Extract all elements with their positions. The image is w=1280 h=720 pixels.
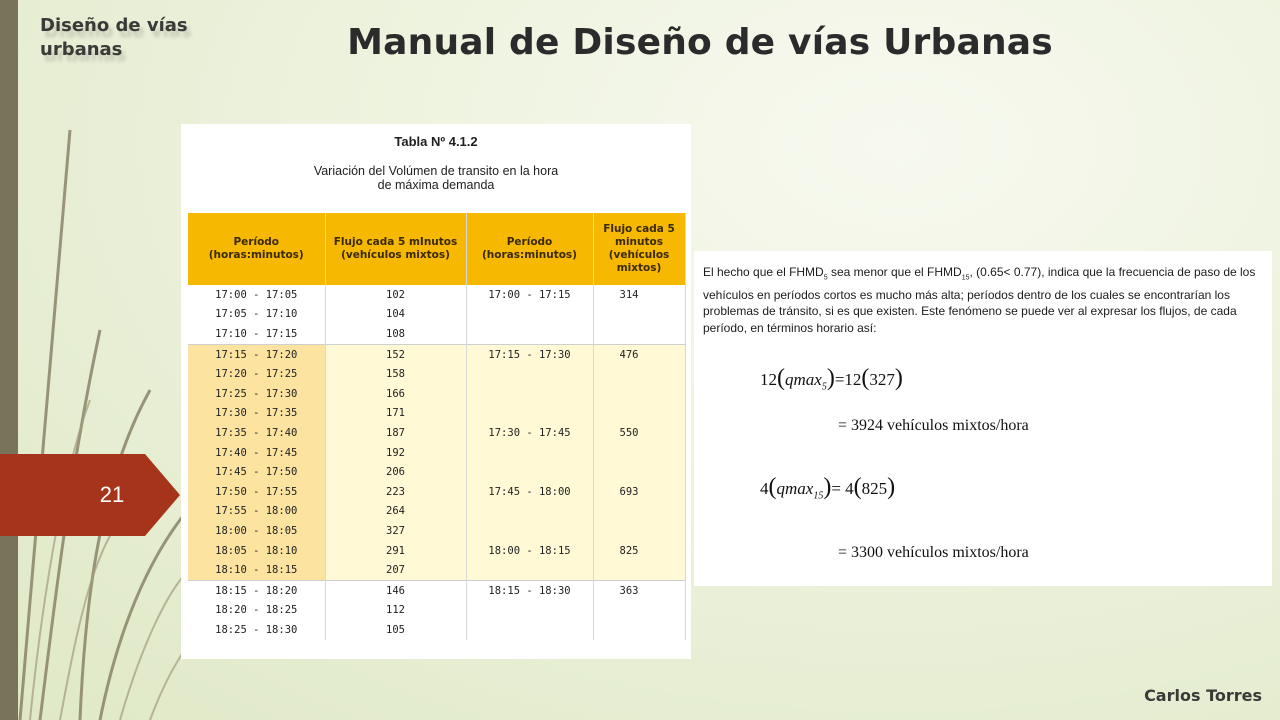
flow-5min-cell: 152 [325,344,466,364]
page-number: 21 [99,482,125,507]
table-subtitle [181,164,691,192]
flow-15min-cell [593,305,685,325]
table-row [188,305,685,325]
table-row [188,601,685,621]
table-row [188,404,685,424]
table-row [188,462,685,482]
table-row [188,384,685,404]
flow-5min-cell: 187 [325,423,466,443]
flow-15min-cell: 693 [593,482,685,502]
flow-5min-cell: 223 [325,482,466,502]
flow-15min-cell [593,620,685,640]
flow-5min-cell: 105 [325,620,466,640]
eq3-rhs: = 4 [831,479,854,498]
flow-15min-cell: 825 [593,541,685,561]
period-15min-cell [466,620,593,640]
period-5min-cell: 18:05 - 18:10 [188,541,325,561]
flow-5min-cell: 112 [325,601,466,621]
period-5min-cell: 17:30 - 17:35 [188,404,325,424]
table-title: Tabla Nº 4.1.2 [394,134,478,149]
period-5min-cell: 17:05 - 17:10 [188,305,325,325]
flow-15min-cell: 476 [593,344,685,364]
header-period-15min: Período (horas:minutos) [466,213,593,285]
period-15min-cell [466,305,593,325]
eq3-coef: 4 [760,479,769,498]
period-15min-cell [466,560,593,580]
table-header-row [188,213,685,285]
period-5min-cell: 18:10 - 18:15 [188,560,325,580]
flow-5min-cell: 146 [325,580,466,600]
period-5min-cell: 17:00 - 17:05 [188,285,325,305]
period-5min-cell: 17:15 - 17:20 [188,344,325,364]
table-row [188,344,685,364]
period-15min-cell: 18:00 - 18:15 [466,541,593,561]
flow-5min-cell: 291 [325,541,466,561]
eq1-variable: qmax [785,370,822,389]
flow-5min-cell: 206 [325,462,466,482]
flow-5min-cell: 108 [325,324,466,344]
flow-15min-cell [593,462,685,482]
period-15min-cell [466,502,593,522]
para-sub-2: 15 [961,274,970,282]
para-sub-1: 5 [823,274,828,282]
table-row [188,560,685,580]
period-15min-cell [466,324,593,344]
table-row [188,620,685,640]
flow-5min-cell: 158 [325,364,466,384]
volume-table-figure [181,124,691,659]
period-5min-cell: 18:00 - 18:05 [188,521,325,541]
para-part-2: sea menor que el FHMD [827,265,962,279]
flow-5min-cell: 166 [325,384,466,404]
table-row [188,285,685,305]
table-row [188,443,685,463]
period-15min-cell [466,364,593,384]
explanation-paragraph [703,264,1265,336]
period-15min-cell [466,404,593,424]
eq1-subscript: 5 [821,381,827,393]
flow-5min-cell: 264 [325,502,466,522]
eq1-value: 327 [869,370,895,389]
period-5min-cell: 17:35 - 17:40 [188,423,325,443]
flow-15min-cell [593,443,685,463]
equation-2: = 3924 vehículos mixtos/hora [838,417,1029,434]
table-subtitle-line-2: de máxima demanda [377,178,495,192]
flow-5min-cell: 104 [325,305,466,325]
period-5min-cell: 17:45 - 17:50 [188,462,325,482]
header-flow-5min: Flujo cada 5 mInutos (vehículos mixtos) [325,213,466,285]
eq3-variable: qmax [776,479,814,498]
flow-15min-cell [593,364,685,384]
flow-15min-cell [593,601,685,621]
section-title: Diseño de vías urbanas [40,15,188,60]
flow-5min-cell: 327 [325,521,466,541]
eq3-value: 825 [861,479,888,498]
flow-5min-cell: 207 [325,560,466,580]
volume-table [188,213,686,640]
period-5min-cell: 17:50 - 17:55 [188,482,325,502]
table-row [188,521,685,541]
flow-15min-cell [593,324,685,344]
flow-15min-cell [593,502,685,522]
header-flow-15min: Flujo cada 5 minutos (vehículos mixtos) [593,213,685,285]
flow-15min-cell [593,384,685,404]
table-row [188,364,685,384]
period-5min-cell: 17:25 - 17:30 [188,384,325,404]
period-15min-cell: 17:30 - 17:45 [466,423,593,443]
period-15min-cell: 17:45 - 18:00 [466,482,593,502]
flow-15min-cell [593,521,685,541]
flow-15min-cell [593,404,685,424]
period-15min-cell [466,601,593,621]
flow-15min-cell: 363 [593,580,685,600]
period-5min-cell: 17:10 - 17:15 [188,324,325,344]
slide-title: Manual de Diseño de vías Urbanas [347,22,1053,63]
table-row [188,580,685,600]
period-5min-cell: 18:15 - 18:20 [188,580,325,600]
equation-4: = 3300 vehículos mixtos/hora [838,544,1029,561]
equation-3: 4(qmax$_{15}$)= 4(825) [760,474,896,502]
flow-5min-cell: 192 [325,443,466,463]
header-period-5min: Período (horas:minutos) [188,213,325,285]
period-5min-cell: 18:20 - 18:25 [188,601,325,621]
period-5min-cell: 17:40 - 17:45 [188,443,325,463]
period-5min-cell: 17:20 - 17:25 [188,364,325,384]
author-name: Carlos Torres [1144,686,1262,705]
flow-15min-cell: 550 [593,423,685,443]
para-part-1: El hecho que el FHMD [703,265,824,279]
period-5min-cell: 17:55 - 18:00 [188,502,325,522]
table-row [188,423,685,443]
period-15min-cell [466,462,593,482]
equation-1: 12(qmax$_5$)=12(327) [760,365,903,393]
table-row [188,541,685,561]
eq1-rhs: =12 [834,370,862,389]
flow-5min-cell: 171 [325,404,466,424]
table-row [188,502,685,522]
table-row [188,324,685,344]
flow-15min-cell: 314 [593,285,685,305]
period-15min-cell [466,443,593,463]
eq3-subscript: 15 [813,490,824,502]
para-part-3: , (0.65< 0.77), indica que la frecuencia de paso de los vehículos en períodos cortos es mucho más alta; períodos dentro de los cuales se encontrarían los problemas de tránsito, si es que existen. Este fenómeno se puede ver al expresar los flujos, de cada período, en términos horario así: [703,265,1256,335]
eq1-coef: 12 [760,370,777,389]
period-5min-cell: 18:25 - 18:30 [188,620,325,640]
period-15min-cell: 18:15 - 18:30 [466,580,593,600]
table-subtitle-line-1: Variación del Volúmen de transito en la hora [313,164,559,178]
period-15min-cell [466,384,593,404]
flow-5min-cell: 102 [325,285,466,305]
period-15min-cell: 17:00 - 17:15 [466,285,593,305]
period-15min-cell: 17:15 - 17:30 [466,344,593,364]
table-row [188,482,685,502]
flow-15min-cell [593,560,685,580]
formula-figure [694,251,1272,586]
period-15min-cell [466,521,593,541]
